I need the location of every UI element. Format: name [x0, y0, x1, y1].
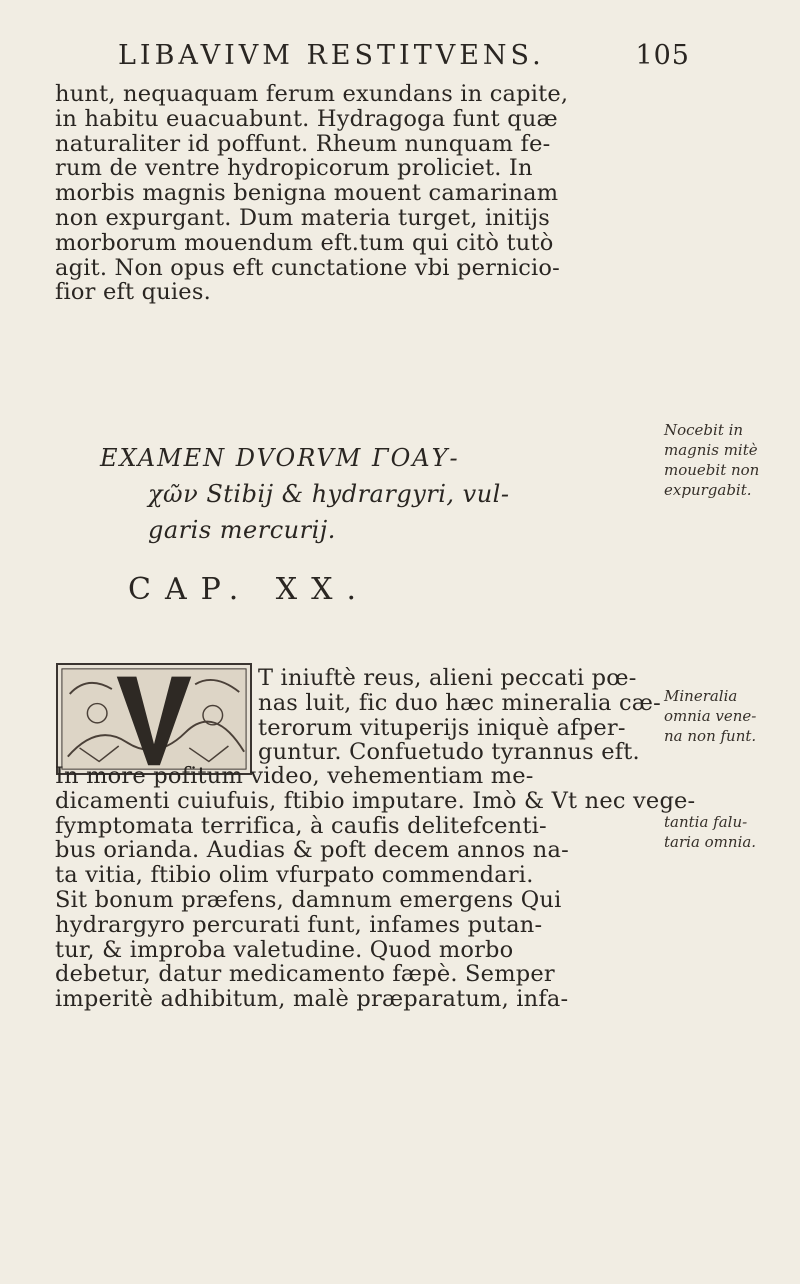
text-line: In more pofitum video, vehementiam me- — [55, 763, 534, 789]
marginal-note — [664, 812, 799, 852]
text-line: imperitè adhibitum, malè præparatum, infa- — [55, 986, 569, 1013]
note-line: Mineralia — [664, 687, 738, 705]
running-header — [118, 40, 690, 76]
text-line: hunt, nequaquam ferum exundans in capite, — [55, 81, 569, 107]
text-line: nas luit, fic duo hæc mineralia cæ- — [258, 689, 661, 716]
text-line: bus orianda. Audias & poft decem annos na- — [55, 837, 569, 864]
text-line: morborum mouendum eft.tum qui citò tutò — [55, 229, 554, 256]
paragraph-continuation — [55, 763, 696, 1013]
paragraph-upper — [55, 82, 620, 305]
paragraph-chapter-opening — [258, 666, 698, 765]
heading-line: garis mercurij. — [148, 516, 336, 544]
section-heading — [100, 440, 660, 548]
marginal-note — [664, 686, 799, 746]
chapter-title: CAP. XX. — [128, 572, 371, 607]
text-line: fior eft quies. — [55, 279, 211, 306]
heading-line: EXAMEN DVORVM ΓΟΑΥ- — [100, 444, 460, 472]
text-line: Sit bonum præfens, damnum emergens Qui — [55, 886, 562, 913]
text-line: dicamenti cuiufuis, ftibio imputare. Imò & Vt nec vege- — [55, 787, 696, 814]
text-line: agit. Non opus eft cunctatione vbi pernicio- — [55, 254, 560, 281]
decorated-initial-V-icon — [56, 663, 252, 775]
note-line: taria omnia. — [664, 833, 757, 851]
text-line: guntur. Confuetudo tyrannus eft. — [258, 739, 640, 766]
text-line: terorum vituperijs iniquè afper- — [258, 714, 626, 741]
note-line: expurgabit. — [664, 481, 752, 499]
text-line: T iniuftè reus, alieni peccati pœ- — [258, 665, 637, 691]
text-line: morbis magnis benigna mouent camarinam — [55, 180, 559, 207]
text-line: hydrargyro percurati funt, infames putan- — [55, 911, 543, 938]
note-line: mouebit non — [664, 461, 760, 479]
text-line: debetur, datur medicamento fæpè. Semper — [55, 961, 555, 988]
note-line: tantia falu- — [664, 813, 748, 831]
note-line: magnis mitè — [664, 441, 758, 459]
marginal-note — [664, 420, 799, 500]
text-line: tur, & improba valetudine. Quod morbo — [55, 936, 514, 963]
note-line: omnia vene- — [664, 707, 757, 725]
text-line: non expurgant. Dum materia turget, initijs — [55, 204, 551, 231]
text-line: fymptomata terrifica, à caufis delitefcenti- — [55, 812, 547, 839]
note-line: Nocebit in — [664, 421, 744, 439]
page-number: 105 — [635, 40, 690, 71]
text-line: in habitu euacuabunt. Hydragoga funt quæ — [55, 105, 558, 132]
text-line: ta vitia, ftibio olim vfurpato commendari. — [55, 862, 534, 889]
text-line: naturaliter id poffunt. Rheum nunquam fe- — [55, 130, 551, 157]
note-line: na non funt. — [664, 727, 757, 745]
text-line: rum de ventre hydropicorum proliciet. In — [55, 155, 533, 182]
heading-line: χῶν Stibij & hydrargyri, vul- — [148, 480, 510, 508]
running-title: LIBAVIVM RESTITVENS. — [118, 40, 545, 71]
